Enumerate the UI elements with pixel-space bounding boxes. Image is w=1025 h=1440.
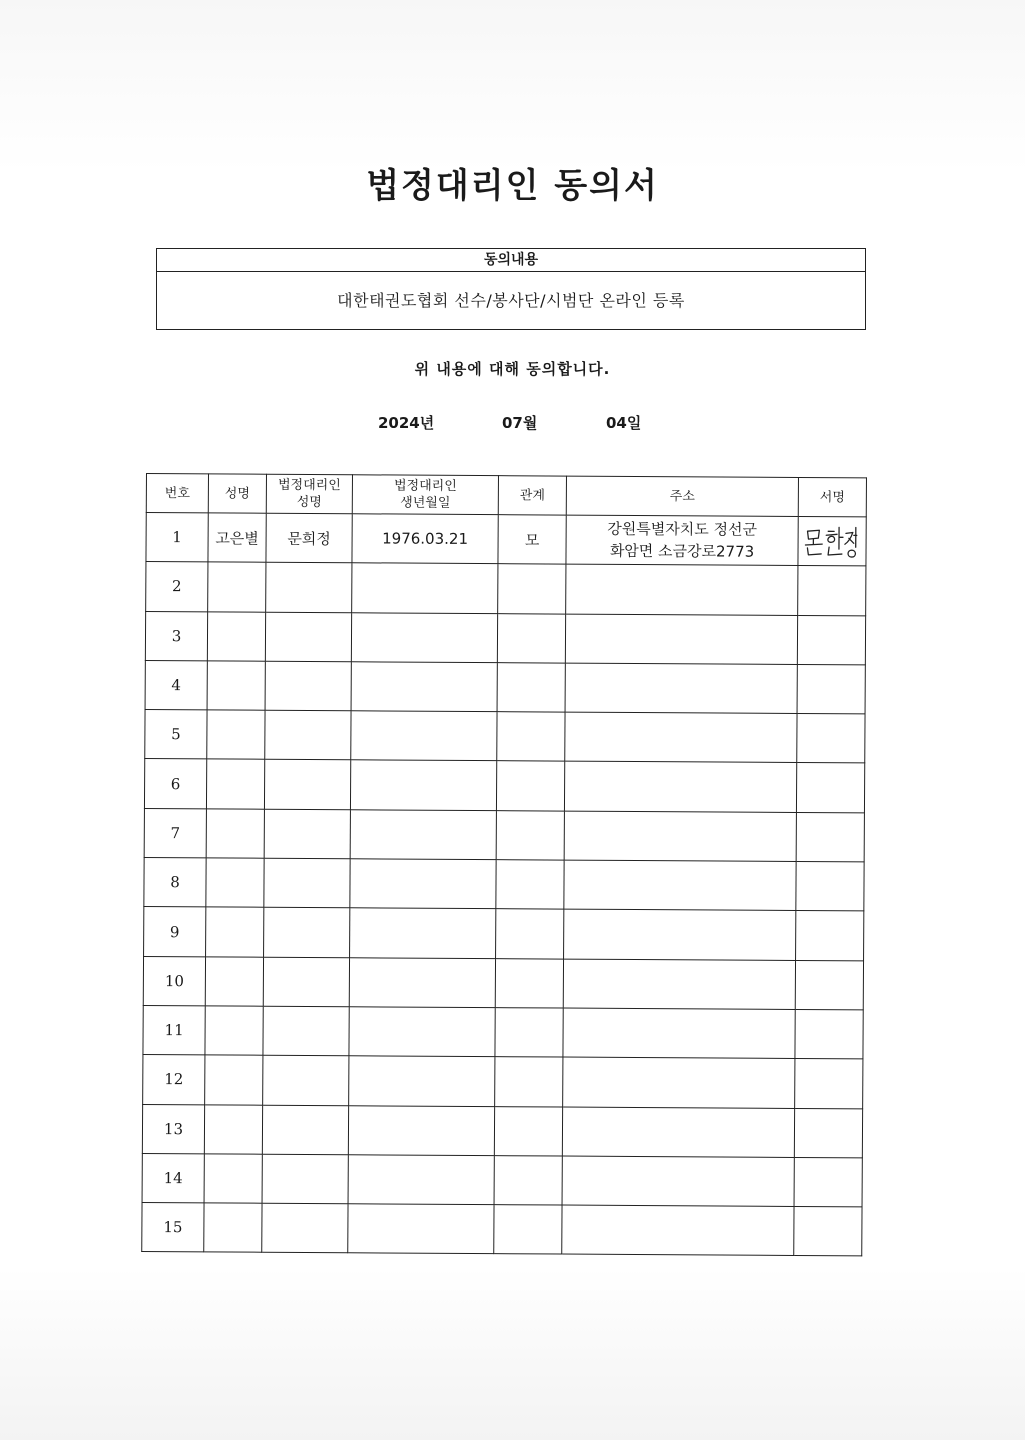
signature-cell	[796, 763, 864, 813]
guardian-name	[263, 1055, 349, 1105]
guardian-birthdate	[348, 1155, 494, 1205]
address-line-1	[564, 983, 795, 984]
row-number: 14	[142, 1153, 204, 1203]
relationship	[496, 909, 564, 959]
guardian-birthdate	[350, 760, 496, 810]
guardian-name	[262, 1105, 348, 1155]
address-line-1	[563, 1082, 794, 1083]
row-number: 8	[144, 858, 206, 908]
header-number: 번호	[146, 474, 208, 513]
student-name	[208, 562, 266, 612]
table-row	[144, 858, 864, 912]
table-body	[142, 513, 867, 1257]
table-row	[144, 808, 864, 862]
relationship	[496, 810, 564, 860]
address-line-2: 화암면 소금강로2773	[609, 541, 755, 561]
address-line-2	[563, 1082, 794, 1083]
row-number: 7	[144, 808, 206, 858]
guardian-name	[264, 809, 350, 859]
date-month: 07월	[502, 414, 538, 432]
address-cell	[564, 860, 796, 911]
table-row	[145, 660, 865, 714]
table-row	[142, 1153, 862, 1207]
header-rep-birth	[352, 475, 498, 515]
student-name	[205, 1055, 263, 1105]
guardian-birthdate	[350, 859, 496, 909]
row-number: 3	[145, 611, 207, 661]
table-row	[143, 1055, 863, 1109]
relationship	[494, 1205, 562, 1255]
address-line-2	[566, 589, 797, 590]
signature-cell	[794, 1157, 862, 1207]
address-line-2	[564, 934, 795, 935]
address-line-1	[565, 835, 796, 836]
address-line-1	[566, 688, 797, 689]
date-day: 04일	[606, 414, 642, 432]
header-rep-birth-line2: 생년월일	[400, 495, 451, 511]
signature-cell	[798, 566, 866, 616]
row-number: 2	[146, 562, 208, 612]
address-cell	[564, 909, 796, 960]
guardian-birthdate	[351, 612, 497, 662]
table-row	[146, 562, 866, 616]
address-cell	[563, 1008, 795, 1059]
guardian-name	[266, 563, 352, 613]
address-cell	[565, 663, 797, 714]
row-number: 6	[144, 759, 206, 809]
student-name	[205, 957, 263, 1007]
guardian-name	[265, 710, 351, 760]
guardian-name	[264, 908, 350, 958]
address-line-2	[564, 885, 795, 886]
table-row	[144, 759, 864, 813]
signature-cell	[795, 960, 863, 1010]
row-number: 12	[143, 1055, 205, 1105]
guardian-birthdate	[351, 662, 497, 712]
signature-cell	[796, 911, 864, 961]
table-row	[144, 907, 864, 961]
address-cell	[564, 762, 796, 813]
signature-cell	[795, 1059, 863, 1109]
address-line-2	[566, 638, 797, 639]
address-line-1	[564, 934, 795, 935]
signature-cell	[797, 664, 865, 714]
guardian-name	[265, 661, 351, 711]
table-row	[142, 1203, 862, 1257]
address-cell	[562, 1156, 794, 1207]
signature-cell	[797, 615, 865, 665]
address-line-1	[563, 1181, 794, 1182]
table-row	[145, 710, 865, 764]
student-name	[207, 710, 265, 760]
student-name: 고은별	[208, 513, 266, 563]
address-cell	[565, 712, 797, 763]
guardian-name	[265, 612, 351, 662]
student-name	[206, 858, 264, 908]
date-year: 2024년	[378, 414, 435, 432]
signature-cell	[794, 1207, 862, 1257]
student-name	[204, 1104, 262, 1154]
student-name	[204, 1203, 262, 1253]
guardian-birthdate	[349, 1056, 495, 1106]
student-name	[205, 1006, 263, 1056]
relationship	[497, 613, 565, 663]
signature-cell	[796, 812, 864, 862]
agreement-statement: 위 내용에 대해 동의합니다.	[414, 360, 611, 378]
row-number: 5	[145, 710, 207, 760]
guardian-birthdate	[349, 957, 495, 1007]
relationship	[495, 1057, 563, 1107]
guardian-birthdate	[350, 908, 496, 958]
address-line-2	[563, 1131, 794, 1132]
header-address: 주소	[566, 476, 798, 516]
address-line-2	[565, 786, 796, 787]
address-line-2	[563, 1181, 794, 1182]
address-cell	[566, 515, 798, 566]
address-line-2	[565, 737, 796, 738]
table-row	[143, 956, 863, 1010]
student-name	[206, 809, 264, 859]
address-cell	[562, 1205, 794, 1256]
address-line-1	[563, 1131, 794, 1132]
signature-cell	[794, 1108, 862, 1158]
row-number: 1	[146, 513, 208, 563]
address-line-1	[562, 1230, 793, 1231]
guardian-roster-table	[141, 473, 867, 1257]
signature-cell	[797, 714, 865, 764]
row-number: 10	[143, 956, 205, 1006]
address-line-2	[562, 1230, 793, 1231]
guardian-name	[264, 858, 350, 908]
relationship	[496, 761, 564, 811]
relationship	[494, 1106, 562, 1156]
address-cell	[562, 1107, 794, 1158]
guardian-birthdate	[348, 1105, 494, 1155]
table-row	[142, 1104, 862, 1158]
document-title: 법정대리인 동의서	[366, 166, 659, 206]
relationship	[495, 1008, 563, 1058]
student-name	[206, 907, 264, 957]
relationship	[497, 663, 565, 713]
guardian-birthdate	[350, 810, 496, 860]
student-name	[206, 759, 264, 809]
guardian-name	[262, 1203, 348, 1253]
guardian-name	[263, 957, 349, 1007]
address-line-1: 강원특별자치도 정선군	[607, 519, 758, 539]
relationship	[498, 564, 566, 614]
guardian-birthdate	[348, 1204, 494, 1254]
signature-cell	[795, 1009, 863, 1059]
header-rep-name	[266, 474, 352, 514]
handwritten-signature	[798, 519, 865, 563]
address-cell	[563, 1057, 795, 1108]
address-line-1	[564, 885, 795, 886]
consent-body: 대한태권도협회 선수/봉사단/시범단 온라인 등록	[337, 291, 685, 310]
guardian-birthdate	[352, 563, 498, 613]
header-signature: 서명	[798, 477, 866, 516]
table-row	[145, 611, 865, 665]
row-number: 4	[145, 660, 207, 710]
row-number: 11	[143, 1005, 205, 1055]
address-line-1	[564, 1033, 795, 1034]
row-number: 9	[144, 907, 206, 957]
address-line-2	[565, 835, 796, 836]
student-name	[204, 1154, 262, 1204]
row-number: 15	[142, 1203, 204, 1253]
student-name	[207, 661, 265, 711]
guardian-birthdate	[351, 711, 497, 761]
row-number: 13	[142, 1104, 204, 1154]
guardian-name: 문희정	[266, 513, 352, 563]
address-line-1	[566, 638, 797, 639]
relationship	[497, 712, 565, 762]
address-line-2	[564, 983, 795, 984]
relationship: 모	[498, 515, 566, 565]
signature-cell	[798, 516, 866, 566]
header-name: 성명	[208, 474, 266, 513]
address-line-1	[566, 589, 797, 590]
header-relation: 관계	[498, 476, 566, 515]
table-header-row	[146, 474, 866, 517]
address-line-1	[565, 786, 796, 787]
guardian-birthdate	[349, 1007, 495, 1057]
header-rep-birth-line1: 법정대리인	[393, 478, 457, 494]
table-row	[143, 1005, 863, 1059]
header-rep-name-line2: 성명	[296, 494, 322, 511]
guardian-birthdate: 1976.03.21	[352, 514, 498, 564]
address-cell	[564, 811, 796, 862]
address-line-2	[566, 688, 797, 689]
signature-cell	[796, 862, 864, 912]
address-cell	[565, 614, 797, 665]
guardian-name	[263, 1006, 349, 1056]
date-row	[0, 412, 1025, 434]
address-line-1	[565, 737, 796, 738]
guardian-name	[264, 760, 350, 810]
address-line-2	[564, 1033, 795, 1034]
guardian-name	[262, 1154, 348, 1204]
header-rep-name-line1: 법정대리인	[277, 477, 341, 494]
consent-box	[156, 248, 866, 330]
address-cell	[563, 959, 795, 1010]
table-row	[146, 513, 866, 567]
address-cell	[566, 564, 798, 615]
relationship	[494, 1156, 562, 1206]
consent-header: 동의내용	[157, 249, 865, 272]
relationship	[495, 958, 563, 1008]
relationship	[496, 860, 564, 910]
student-name	[207, 611, 265, 661]
